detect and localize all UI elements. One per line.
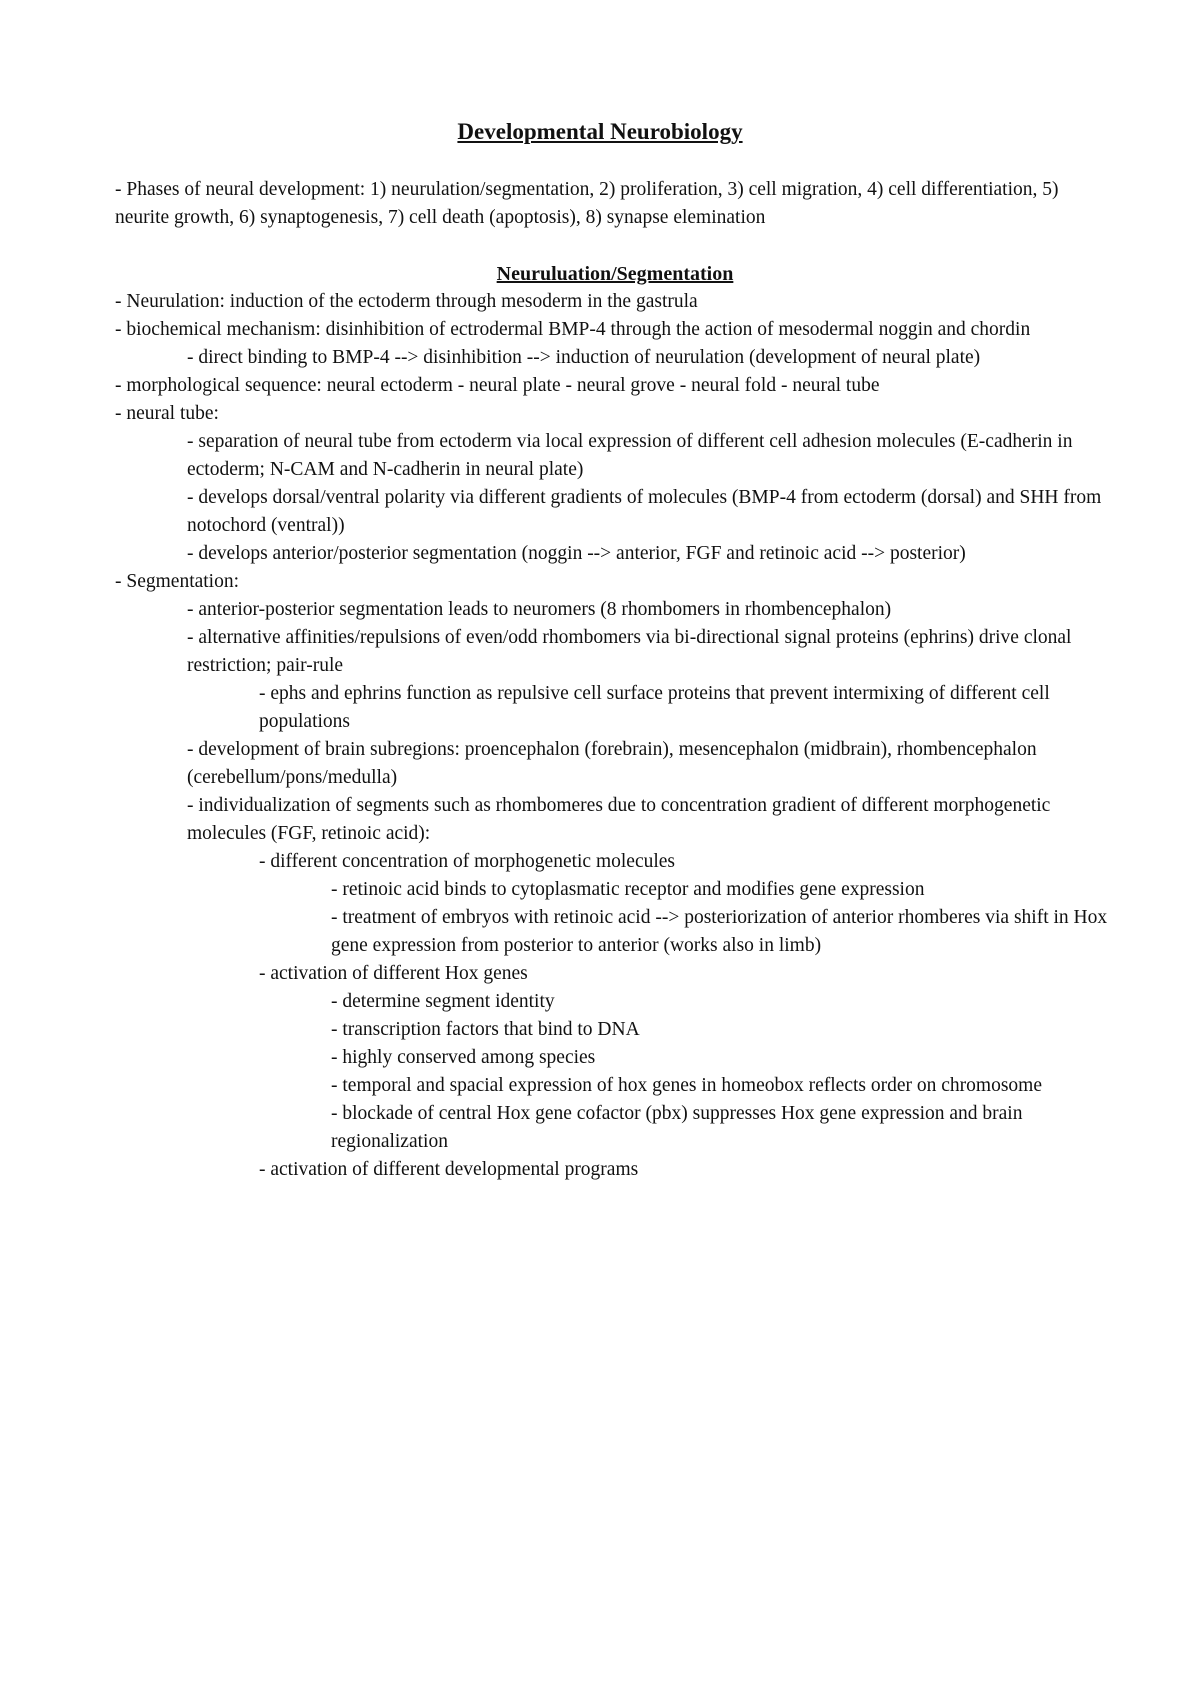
list-item: - blockade of central Hox gene cofactor (pbx) suppresses Hox gene expression and brain regionalization — [331, 1103, 1023, 1152]
list-item: - morphological sequence: neural ectoderm - neural plate - neural grove - neural fold - neural tube — [115, 375, 880, 396]
list-item: - development of brain subregions: proencephalon (forebrain), mesencephalon (midbrain), rhombencephalon (cerebellum/pons/medulla) — [187, 739, 1037, 788]
section-heading: Neuruluation/Segmentation — [496, 263, 734, 285]
list-item: - anterior-posterior segmentation leads to neuromers (8 rhombomers in rhombencephalon) — [187, 599, 892, 620]
intro-paragraph: - Phases of neural development: 1) neurulation/segmentation, 2) proliferation, 3) cell migration, 4) cell differentiation, 5) neurite growth, 6) synaptogenesis, 7) cell death (apoptosis), 8) synapse elemination — [115, 179, 1059, 228]
list-item: - temporal and spacial expression of hox genes in homeobox reflects order on chromosome — [331, 1075, 1042, 1096]
list-item: - alternative affinities/repulsions of even/odd rhombomers via bi-directional signal proteins (ephrins) drive clonal restriction; pair-rule — [187, 627, 1072, 676]
list-item: - determine segment identity — [331, 991, 555, 1012]
list-item: - individualization of segments such as rhombomeres due to concentration gradient of different morphogenetic molecules (FGF, retinoic acid): — [187, 795, 1051, 844]
list-item: - transcription factors that bind to DNA — [331, 1019, 640, 1040]
list-item: - develops anterior/posterior segmentation (noggin --> anterior, FGF and retinoic acid --> posterior) — [187, 543, 966, 564]
list-item: - activation of different developmental programs — [259, 1159, 639, 1180]
list-item: - biochemical mechanism: disinhibition of ectrodermal BMP-4 through the action of mesodermal noggin and chordin — [115, 319, 1031, 340]
blank-line — [115, 232, 1115, 260]
list-item: - neural tube: — [115, 403, 219, 424]
list-item: - separation of neural tube from ectoderm via local expression of different cell adhesion molecules (E-cadherin in ectoderm; N-CAM and N-cadherin in neural plate) — [187, 431, 1073, 480]
list-item: - treatment of embryos with retinoic acid --> posteriorization of anterior rhomberes via shift in Hox gene expression from posterior to anterior (works also in limb) — [331, 907, 1108, 956]
list-item: - direct binding to BMP-4 --> disinhibition --> induction of neurulation (development of neural plate) — [187, 347, 981, 368]
list-item: - Neurulation: induction of the ectoderm through mesoderm in the gastrula — [115, 291, 698, 312]
document-body — [115, 176, 1115, 1184]
list-item: - highly conserved among species — [331, 1047, 596, 1068]
list-item: - ephs and ephrins function as repulsive cell surface proteins that prevent intermixing of different cell populations — [259, 683, 1050, 732]
document-title: Developmental Neurobiology — [457, 119, 743, 144]
list-item: - retinoic acid binds to cytoplasmatic receptor and modifies gene expression — [331, 879, 925, 900]
list-item: - different concentration of morphogenetic molecules — [259, 851, 676, 872]
list-item: - activation of different Hox genes — [259, 963, 528, 984]
list-item: - develops dorsal/ventral polarity via different gradients of molecules (BMP-4 from ectoderm (dorsal) and SHH from notochord (ventral)) — [187, 487, 1102, 536]
list-item: - Segmentation: — [115, 571, 240, 592]
